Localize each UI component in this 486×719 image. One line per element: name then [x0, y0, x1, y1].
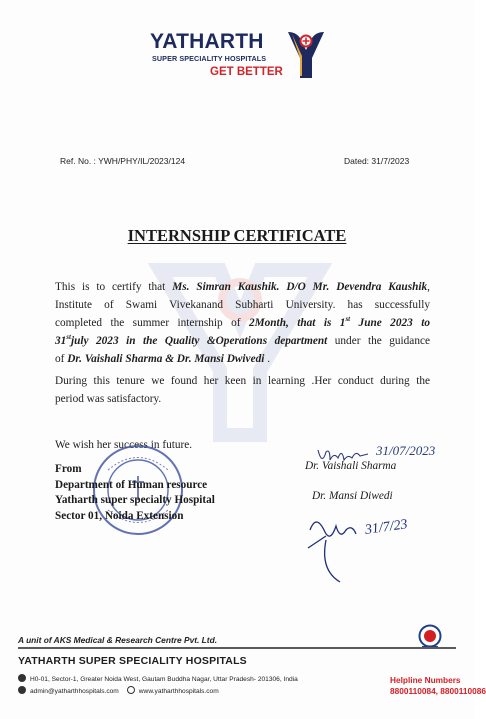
footer-address [18, 674, 298, 683]
intern-name: Ms. Simran Kaushik. D/O Mr. Devendra Kaushik [172, 281, 428, 293]
signer-1-date: 31/07/2023 [376, 443, 436, 458]
text-run: 2Month, that is 1 [248, 317, 346, 329]
text-run: June 2023 to [350, 317, 430, 329]
signature-2-icon [296, 500, 392, 586]
ordinal-suffix: st [66, 333, 71, 342]
guide-names: Dr. Vaishali Sharma & Dr. Mansi Dwivedi [67, 353, 265, 365]
email-link[interactable]: admin@yatharthhospitals.com [30, 688, 119, 695]
text-run: july 2023 in the Quality &Operations department [70, 335, 328, 347]
signer-2-name: Dr. Mansi Diwedi [312, 490, 393, 502]
p2-line-2: period was satisfactory. [55, 393, 162, 405]
reference-number: Ref. No. : YWH/PHY/IL/2023/124 [60, 156, 186, 166]
helpline-numbers[interactable]: 8800110084, 8800110086 [390, 686, 486, 696]
issuer-block [55, 462, 215, 524]
certificate-paragraph-3: We wish her success in future. [55, 439, 193, 451]
p2-line-1: During this tenure we found her keen in learning .Her conduct during the [55, 375, 430, 387]
brand-subtitle: SUPER SPECIALITY HOSPITALS [152, 54, 267, 63]
footer-divider [18, 647, 456, 649]
address-text: H0-01, Sector-1, Greater Noida West, Gautam Buddha Nagar, Uttar Pradesh- 201306, India [30, 676, 298, 683]
text-run: , [427, 281, 430, 293]
text-run: completed the summer internship of [55, 317, 249, 329]
certificate-date: Dated: 31/7/2023 [344, 156, 410, 166]
end-date-text [55, 335, 327, 347]
globe-icon [127, 686, 135, 694]
text-run: . [264, 353, 271, 365]
hospital-logo [150, 30, 330, 92]
ordinal-suffix: st [345, 315, 351, 324]
location-icon [18, 674, 26, 682]
yatharth-logo-icon [286, 28, 326, 80]
signer-1-name: Dr. Vaishali Sharma [305, 460, 397, 472]
issuer-location: Sector 01, Noida Extension [55, 509, 184, 522]
p1-line-3 [55, 314, 430, 332]
helpline-label: Helpline Numbers [390, 675, 461, 685]
text-run: 31 [55, 335, 67, 347]
p1-line-2: Institute of Swami Vivekanand Subharti University. has successfully [55, 299, 430, 311]
p1-line-5 [55, 350, 430, 368]
title-text: INTERNSHIP CERTIFICATE [127, 226, 347, 245]
issuer-hospital: Yatharth super specialty Hospital [55, 494, 215, 506]
certificate-paragraph-2 [55, 372, 430, 408]
website-link[interactable]: www.yatharthhospitals.com [138, 688, 219, 695]
certificate-title [0, 226, 474, 246]
signer-2-date: 31/7/23 [364, 517, 409, 538]
parent-company-line: A unit of AKS Medical & Research Centre Pvt. Ltd. [18, 635, 218, 645]
text-run: of [55, 353, 68, 365]
text-run: under the guidance [327, 335, 430, 347]
footer-hospital-name: YATHARTH SUPER SPECIALITY HOSPITALS [18, 655, 247, 667]
duration-text [249, 317, 430, 329]
footer-contact [18, 686, 219, 695]
certificate-paragraph-1 [55, 278, 430, 368]
text-run: This is to certify that [55, 281, 173, 293]
email-icon [18, 686, 26, 694]
from-label: From [55, 463, 82, 475]
brand-name: YATHARTH [150, 30, 264, 53]
brand-tagline: GET BETTER [210, 66, 283, 78]
issuer-department: Department of Human resource [55, 478, 208, 491]
p1-line-4 [55, 332, 430, 350]
p1-line-1 [55, 278, 430, 296]
